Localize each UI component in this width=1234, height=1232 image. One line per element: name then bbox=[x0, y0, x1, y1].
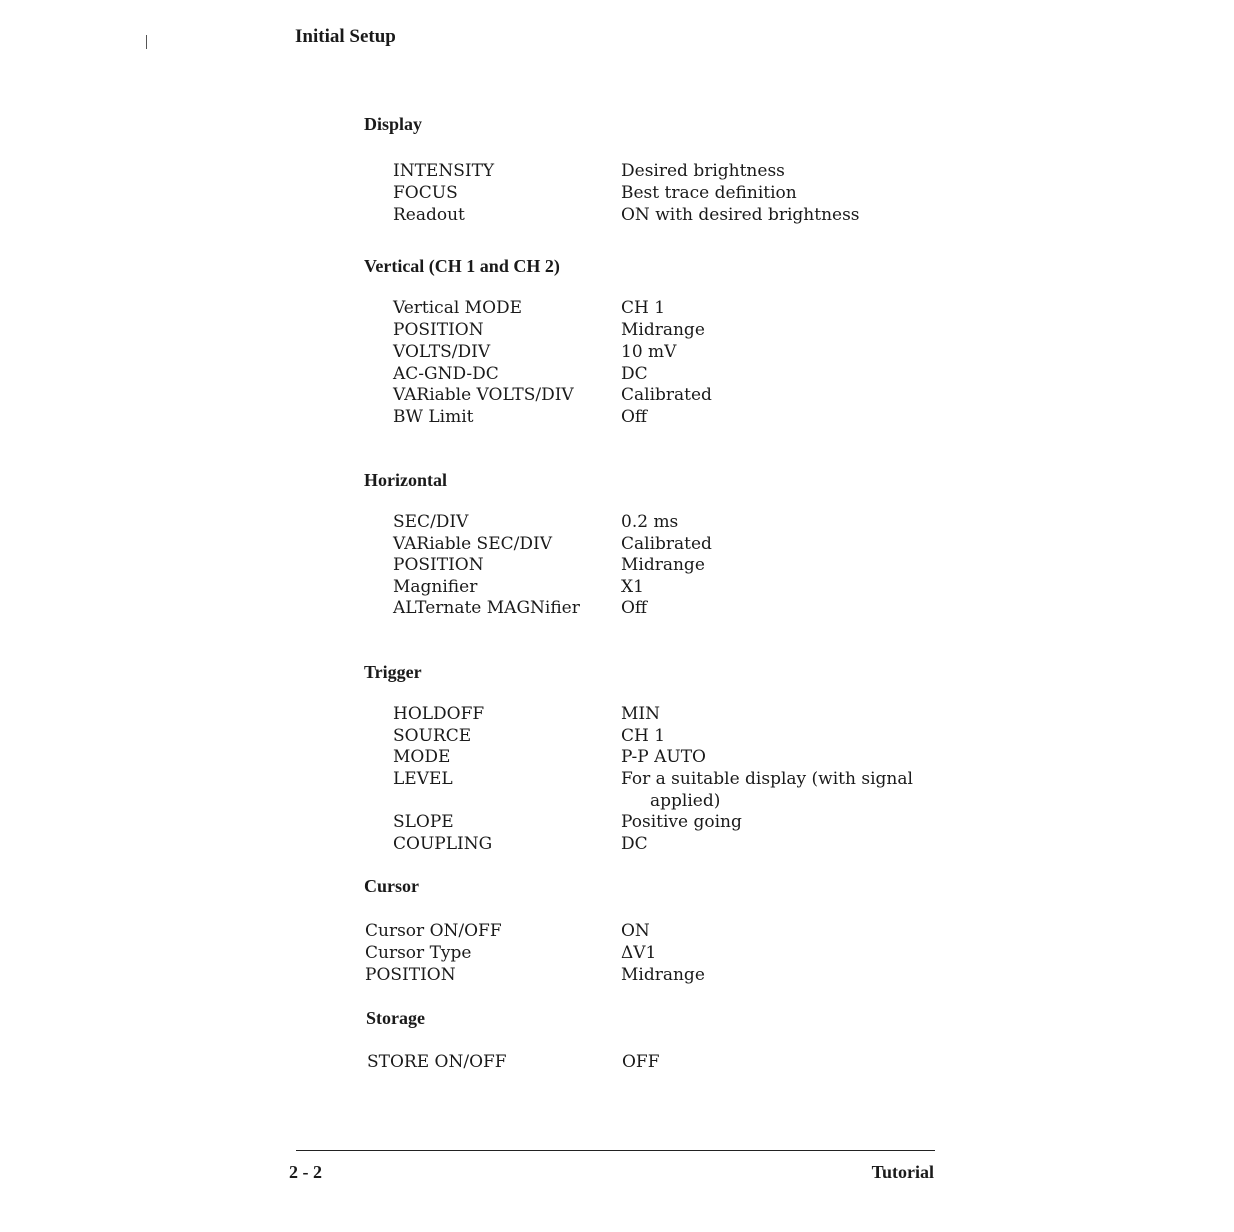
setting-label: HOLDOFF bbox=[393, 704, 485, 724]
setting-value: For a suitable display (with signal bbox=[621, 769, 913, 789]
setting-value: Positive going bbox=[621, 812, 742, 832]
setting-label: POSITION bbox=[393, 555, 484, 575]
page-number: 2 - 2 bbox=[289, 1162, 322, 1182]
setting-label: SOURCE bbox=[393, 726, 472, 746]
setting-label: VARiable SEC/DIV bbox=[393, 534, 552, 554]
setting-label: Magnifier bbox=[393, 577, 478, 597]
setting-label: ALTernate MAGNifier bbox=[393, 598, 580, 618]
setting-value: Off bbox=[621, 407, 648, 427]
setting-label: Cursor Type bbox=[365, 943, 472, 963]
setting-value: Midrange bbox=[621, 320, 705, 340]
setting-label: MODE bbox=[393, 747, 451, 767]
setting-value: Best trace definition bbox=[621, 183, 797, 203]
setting-label: Readout bbox=[393, 205, 465, 225]
setting-label: FOCUS bbox=[393, 183, 458, 203]
setting-value: DC bbox=[621, 364, 648, 384]
setting-label: VARiable VOLTS/DIV bbox=[393, 385, 574, 405]
setting-label: POSITION bbox=[365, 965, 456, 985]
section-title-trigger: Trigger bbox=[364, 662, 422, 682]
setting-label: LEVEL bbox=[393, 769, 453, 789]
margin-mark bbox=[146, 35, 147, 49]
setting-label: AC-GND-DC bbox=[393, 364, 499, 384]
setting-label: SEC/DIV bbox=[393, 512, 469, 532]
setting-value: ON bbox=[621, 921, 650, 941]
section-title-vertical: Vertical (CH 1 and CH 2) bbox=[364, 256, 560, 276]
setting-label: COUPLING bbox=[393, 834, 493, 854]
chapter-name: Tutorial bbox=[871, 1162, 934, 1182]
setting-value: Calibrated bbox=[621, 534, 712, 554]
setting-value: OFF bbox=[622, 1052, 660, 1072]
section-title-cursor: Cursor bbox=[364, 876, 419, 896]
page-title: Initial Setup bbox=[295, 26, 396, 47]
section-title-horizontal: Horizontal bbox=[364, 470, 447, 490]
setting-label: Vertical MODE bbox=[393, 298, 523, 318]
setting-value: Midrange bbox=[621, 555, 705, 575]
setting-value: Desired brightness bbox=[621, 161, 785, 181]
setting-label: SLOPE bbox=[393, 812, 454, 832]
setting-value: 10 mV bbox=[621, 342, 677, 362]
footer-rule bbox=[296, 1150, 935, 1151]
setting-value: CH 1 bbox=[621, 726, 666, 746]
setting-label: BW Limit bbox=[393, 407, 474, 427]
setting-label: VOLTS/DIV bbox=[393, 342, 491, 362]
setting-value-continuation: applied) bbox=[650, 791, 721, 811]
setting-value: ΔV1 bbox=[621, 943, 657, 963]
setting-value: ON with desired brightness bbox=[621, 205, 860, 225]
setting-value: Calibrated bbox=[621, 385, 712, 405]
setting-value: DC bbox=[621, 834, 648, 854]
setting-value: CH 1 bbox=[621, 298, 666, 318]
setting-value: Midrange bbox=[621, 965, 705, 985]
setting-value: P-P AUTO bbox=[621, 747, 706, 767]
setting-label: Cursor ON/OFF bbox=[365, 921, 502, 941]
setting-value: 0.2 ms bbox=[621, 512, 679, 532]
setting-label: STORE ON/OFF bbox=[367, 1052, 507, 1072]
setting-value: Off bbox=[621, 598, 648, 618]
section-title-display: Display bbox=[364, 114, 423, 134]
section-title-storage: Storage bbox=[366, 1008, 425, 1028]
setting-label: INTENSITY bbox=[393, 161, 495, 181]
setting-label: POSITION bbox=[393, 320, 484, 340]
setting-value: X1 bbox=[621, 577, 644, 597]
setting-value: MIN bbox=[621, 704, 660, 724]
